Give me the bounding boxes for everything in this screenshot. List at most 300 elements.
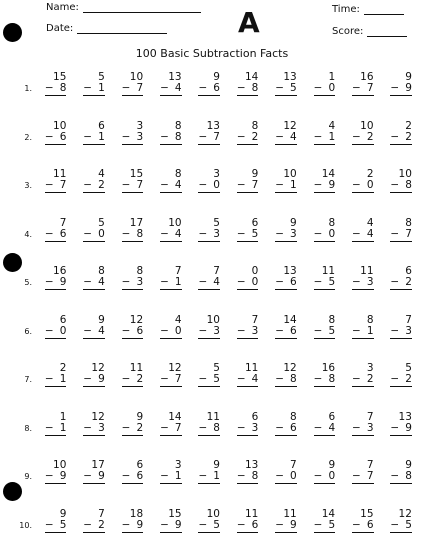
- minuend: 2: [60, 363, 67, 374]
- subtrahend-line: [352, 374, 374, 387]
- subtrahend: 9: [136, 520, 143, 531]
- subtrahend-line: [45, 180, 67, 193]
- minus-sign: −: [237, 423, 246, 434]
- subtrahend: 2: [136, 423, 143, 434]
- minus-sign: −: [352, 83, 361, 94]
- subtrahend: 1: [328, 132, 335, 143]
- subtrahend: 7: [213, 132, 220, 143]
- subtrahend-line: [198, 471, 220, 484]
- minus-sign: −: [45, 374, 54, 385]
- subtraction-problem: [343, 218, 381, 267]
- subtraction-problem: [382, 460, 420, 509]
- minus-sign: −: [390, 374, 399, 385]
- minus-sign: −: [45, 180, 54, 191]
- subtrahend: 8: [60, 83, 67, 94]
- subtraction-problem: [266, 509, 304, 557]
- minus-sign: −: [83, 83, 92, 94]
- minus-sign: −: [122, 132, 131, 143]
- minus-sign: −: [160, 326, 169, 337]
- subtraction-problem: [228, 509, 266, 557]
- subtraction-problem: [190, 266, 228, 315]
- subtraction-problem: [343, 412, 381, 461]
- subtraction-problem: [36, 412, 74, 461]
- subtrahend: 7: [136, 83, 143, 94]
- subtrahend: 7: [252, 180, 259, 191]
- minuend: 10: [168, 218, 181, 229]
- subtrahend-line: [275, 326, 297, 339]
- subtraction-problem: [113, 363, 151, 412]
- minus-sign: −: [122, 326, 131, 337]
- subtrahend: 5: [252, 229, 259, 240]
- subtraction-problem: [36, 218, 74, 267]
- minuend: 12: [91, 412, 104, 423]
- minuend: 10: [207, 315, 220, 326]
- minuend: 7: [252, 315, 259, 326]
- minus-sign: −: [83, 132, 92, 143]
- minus-sign: −: [83, 374, 92, 385]
- subtrahend: 9: [60, 471, 67, 482]
- minus-sign: −: [314, 423, 323, 434]
- minus-sign: −: [237, 520, 246, 531]
- subtrahend-line: [83, 326, 105, 339]
- minuend: 2: [367, 169, 374, 180]
- minus-sign: −: [122, 471, 131, 482]
- subtraction-problem: [305, 169, 343, 218]
- subtrahend: 3: [405, 326, 412, 337]
- subtrahend: 0: [328, 83, 335, 94]
- minuend: 9: [405, 72, 412, 83]
- subtrahend: 1: [290, 180, 297, 191]
- subtrahend: 1: [367, 326, 374, 337]
- minuend: 2: [405, 121, 412, 132]
- minus-sign: −: [314, 229, 323, 240]
- subtrahend: 0: [98, 229, 105, 240]
- subtrahend: 7: [367, 471, 374, 482]
- minuend: 14: [168, 412, 181, 423]
- minus-sign: −: [160, 180, 169, 191]
- subtraction-problem: [305, 72, 343, 121]
- subtraction-problem: [36, 121, 74, 170]
- subtrahend-line: [237, 520, 259, 533]
- subtrahend: 1: [213, 471, 220, 482]
- minus-sign: −: [160, 374, 169, 385]
- minus-sign: −: [237, 326, 246, 337]
- minuend: 11: [322, 266, 335, 277]
- score-line[interactable]: [367, 25, 407, 37]
- minus-sign: −: [45, 326, 54, 337]
- subtrahend: 4: [252, 374, 259, 385]
- problem-grid: [14, 72, 420, 557]
- subtrahend: 8: [252, 83, 259, 94]
- subtrahend: 9: [405, 83, 412, 94]
- minuend: 11: [130, 363, 143, 374]
- subtrahend-line: [198, 229, 220, 242]
- subtraction-problem: [113, 169, 151, 218]
- minuend: 12: [399, 509, 412, 520]
- subtrahend: 2: [405, 132, 412, 143]
- subtraction-problem: [36, 169, 74, 218]
- minus-sign: −: [237, 471, 246, 482]
- date-line[interactable]: [77, 22, 167, 34]
- subtrahend: 0: [328, 229, 335, 240]
- subtrahend-line: [122, 471, 144, 484]
- subtrahend-line: [275, 520, 297, 533]
- minus-sign: −: [314, 277, 323, 288]
- minuend: 6: [60, 315, 67, 326]
- minus-sign: −: [390, 326, 399, 337]
- subtrahend-line: [160, 180, 182, 193]
- subtraction-problem: [305, 460, 343, 509]
- subtraction-problem: [151, 460, 189, 509]
- subtrahend-line: [390, 277, 412, 290]
- subtraction-problem: [74, 72, 112, 121]
- subtrahend-line: [237, 132, 259, 145]
- subtrahend-line: [122, 83, 144, 96]
- minuend: 3: [175, 460, 182, 471]
- subtrahend: 8: [290, 374, 297, 385]
- subtrahend-line: [275, 132, 297, 145]
- minus-sign: −: [160, 520, 169, 531]
- minus-sign: −: [352, 471, 361, 482]
- subtrahend-line: [275, 471, 297, 484]
- subtrahend-line: [83, 277, 105, 290]
- minuend: 10: [53, 121, 66, 132]
- minuend: 0: [252, 266, 259, 277]
- subtrahend: 3: [213, 326, 220, 337]
- subtraction-problem: [228, 169, 266, 218]
- minus-sign: −: [352, 229, 361, 240]
- minuend: 3: [136, 121, 143, 132]
- subtrahend-line: [314, 326, 336, 339]
- minuend: 13: [168, 72, 181, 83]
- minuend: 4: [175, 315, 182, 326]
- date-field[interactable]: [46, 22, 167, 34]
- time-line[interactable]: [364, 3, 404, 15]
- minuend: 5: [405, 363, 412, 374]
- subtrahend: 5: [213, 520, 220, 531]
- subtrahend-line: [237, 423, 259, 436]
- subtrahend: 3: [136, 277, 143, 288]
- minus-sign: −: [198, 83, 207, 94]
- subtrahend-line: [160, 83, 182, 96]
- minuend: 10: [130, 72, 143, 83]
- subtrahend: 4: [290, 132, 297, 143]
- date-label: Date:: [46, 23, 73, 34]
- minuend: 1: [328, 72, 335, 83]
- subtrahend-line: [45, 132, 67, 145]
- subtrahend-line: [83, 471, 105, 484]
- minuend: 6: [252, 218, 259, 229]
- problem-row: [14, 169, 420, 218]
- version-letter: A: [238, 6, 261, 39]
- minus-sign: −: [390, 423, 399, 434]
- minus-sign: −: [275, 471, 284, 482]
- subtrahend-line: [314, 374, 336, 387]
- minuend: 8: [328, 315, 335, 326]
- subtrahend-line: [390, 423, 412, 436]
- subtraction-problem: [228, 72, 266, 121]
- subtraction-problem: [113, 412, 151, 461]
- subtrahend: 8: [328, 374, 335, 385]
- minuend: 11: [283, 509, 296, 520]
- time-field[interactable]: [332, 3, 404, 15]
- subtrahend-line: [352, 229, 374, 242]
- minuend: 5: [98, 72, 105, 83]
- name-line[interactable]: [83, 1, 201, 13]
- subtrahend-line: [45, 277, 67, 290]
- subtrahend: 1: [98, 83, 105, 94]
- minuend: 15: [168, 509, 181, 520]
- name-field[interactable]: [46, 1, 201, 13]
- subtraction-problem: [266, 121, 304, 170]
- subtrahend: 6: [136, 471, 143, 482]
- minuend: 6: [98, 121, 105, 132]
- subtrahend-line: [45, 471, 67, 484]
- minus-sign: −: [198, 180, 207, 191]
- subtrahend-line: [122, 180, 144, 193]
- subtrahend: 1: [175, 277, 182, 288]
- subtrahend-line: [198, 277, 220, 290]
- subtrahend: 7: [175, 374, 182, 385]
- subtrahend: 2: [98, 180, 105, 191]
- subtrahend: 7: [367, 83, 374, 94]
- minuend: 7: [405, 315, 412, 326]
- subtraction-problem: [190, 509, 228, 557]
- subtrahend: 0: [328, 471, 335, 482]
- subtrahend: 6: [290, 423, 297, 434]
- minuend: 9: [290, 218, 297, 229]
- subtraction-problem: [113, 266, 151, 315]
- subtrahend: 3: [290, 229, 297, 240]
- subtraction-problem: [36, 266, 74, 315]
- subtrahend: 1: [60, 423, 67, 434]
- minuend: 13: [207, 121, 220, 132]
- subtraction-problem: [151, 412, 189, 461]
- subtrahend: 5: [213, 374, 220, 385]
- subtrahend: 7: [175, 423, 182, 434]
- minuend: 16: [322, 363, 335, 374]
- subtraction-problem: [151, 363, 189, 412]
- minuend: 8: [175, 121, 182, 132]
- subtrahend: 0: [175, 326, 182, 337]
- minuend: 12: [168, 363, 181, 374]
- subtraction-problem: [74, 121, 112, 170]
- problem-row: [14, 509, 420, 557]
- minuend: 8: [367, 315, 374, 326]
- subtraction-problem: [382, 315, 420, 364]
- subtraction-problem: [190, 169, 228, 218]
- minus-sign: −: [352, 180, 361, 191]
- subtrahend-line: [237, 326, 259, 339]
- subtrahend: 4: [367, 229, 374, 240]
- minus-sign: −: [122, 277, 131, 288]
- subtrahend-line: [45, 423, 67, 436]
- subtrahend-line: [160, 132, 182, 145]
- minuend: 7: [367, 460, 374, 471]
- minuend: 12: [283, 121, 296, 132]
- subtraction-problem: [113, 218, 151, 267]
- minuend: 8: [328, 218, 335, 229]
- subtrahend-line: [160, 326, 182, 339]
- subtrahend-line: [314, 229, 336, 242]
- subtrahend: 4: [98, 277, 105, 288]
- subtrahend-line: [198, 423, 220, 436]
- minus-sign: −: [314, 132, 323, 143]
- subtraction-problem: [343, 460, 381, 509]
- minuend: 17: [130, 218, 143, 229]
- minuend: 7: [213, 266, 220, 277]
- subtrahend: 2: [367, 132, 374, 143]
- subtraction-problem: [190, 121, 228, 170]
- minus-sign: −: [160, 132, 169, 143]
- row-number: 10.: [14, 509, 36, 557]
- minuend: 17: [91, 460, 104, 471]
- subtrahend: 8: [405, 471, 412, 482]
- minuend: 15: [360, 509, 373, 520]
- minuend: 15: [53, 72, 66, 83]
- subtrahend-line: [122, 374, 144, 387]
- subtrahend: 3: [136, 132, 143, 143]
- row-number: 9.: [14, 460, 36, 509]
- subtrahend: 1: [60, 374, 67, 385]
- subtrahend-line: [237, 374, 259, 387]
- minuend: 14: [322, 509, 335, 520]
- subtrahend-line: [314, 132, 336, 145]
- minus-sign: −: [198, 326, 207, 337]
- minus-sign: −: [160, 83, 169, 94]
- minus-sign: −: [198, 520, 207, 531]
- minuend: 6: [405, 266, 412, 277]
- subtrahend: 6: [60, 229, 67, 240]
- subtraction-problem: [74, 509, 112, 557]
- minuend: 5: [213, 363, 220, 374]
- subtraction-problem: [382, 509, 420, 557]
- subtrahend-line: [352, 277, 374, 290]
- subtrahend: 6: [290, 277, 297, 288]
- subtraction-problem: [266, 72, 304, 121]
- subtrahend-line: [83, 180, 105, 193]
- subtrahend: 3: [367, 277, 374, 288]
- subtraction-problem: [151, 315, 189, 364]
- minuend: 7: [290, 460, 297, 471]
- subtraction-problem: [382, 412, 420, 461]
- subtraction-problem: [266, 460, 304, 509]
- subtrahend: 5: [290, 83, 297, 94]
- minuend: 11: [245, 509, 258, 520]
- subtrahend-line: [83, 520, 105, 533]
- minus-sign: −: [45, 277, 54, 288]
- minuend: 9: [252, 169, 259, 180]
- subtraction-problem: [74, 460, 112, 509]
- subtrahend-line: [390, 229, 412, 242]
- minus-sign: −: [83, 277, 92, 288]
- subtraction-problem: [36, 509, 74, 557]
- minus-sign: −: [160, 423, 169, 434]
- minus-sign: −: [390, 471, 399, 482]
- subtraction-problem: [36, 460, 74, 509]
- subtrahend: 3: [252, 326, 259, 337]
- minuend: 7: [175, 266, 182, 277]
- subtrahend-line: [83, 83, 105, 96]
- minuend: 11: [245, 363, 258, 374]
- minuend: 9: [136, 412, 143, 423]
- subtrahend: 1: [98, 132, 105, 143]
- subtrahend: 1: [175, 471, 182, 482]
- minus-sign: −: [45, 520, 54, 531]
- subtraction-problem: [151, 121, 189, 170]
- minuend: 6: [328, 412, 335, 423]
- subtraction-problem: [343, 266, 381, 315]
- minus-sign: −: [390, 180, 399, 191]
- minuend: 10: [360, 121, 373, 132]
- minus-sign: −: [352, 277, 361, 288]
- subtraction-problem: [74, 218, 112, 267]
- subtraction-problem: [305, 266, 343, 315]
- minus-sign: −: [198, 374, 207, 385]
- minuend: 10: [53, 460, 66, 471]
- subtrahend-line: [390, 374, 412, 387]
- minus-sign: −: [275, 83, 284, 94]
- subtraction-problem: [190, 72, 228, 121]
- minus-sign: −: [198, 277, 207, 288]
- subtrahend-line: [122, 326, 144, 339]
- subtrahend-line: [45, 326, 67, 339]
- subtrahend: 6: [367, 520, 374, 531]
- subtrahend-line: [237, 180, 259, 193]
- subtraction-problem: [305, 363, 343, 412]
- subtraction-problem: [228, 266, 266, 315]
- subtrahend: 9: [175, 520, 182, 531]
- minus-sign: −: [160, 229, 169, 240]
- minuend: 9: [405, 460, 412, 471]
- subtrahend: 6: [213, 83, 220, 94]
- minuend: 11: [360, 266, 373, 277]
- subtrahend-line: [83, 229, 105, 242]
- subtrahend: 2: [405, 374, 412, 385]
- minus-sign: −: [45, 423, 54, 434]
- minuend: 9: [60, 509, 67, 520]
- minus-sign: −: [122, 180, 131, 191]
- subtrahend: 9: [328, 180, 335, 191]
- minus-sign: −: [390, 132, 399, 143]
- subtrahend: 2: [98, 520, 105, 531]
- subtrahend-line: [275, 277, 297, 290]
- minus-sign: −: [352, 374, 361, 385]
- subtrahend-line: [352, 423, 374, 436]
- subtraction-problem: [36, 315, 74, 364]
- subtraction-problem: [266, 363, 304, 412]
- minus-sign: −: [275, 423, 284, 434]
- name-label: Name:: [46, 2, 79, 13]
- minuend: 16: [53, 266, 66, 277]
- subtraction-problem: [382, 72, 420, 121]
- subtraction-problem: [190, 315, 228, 364]
- minuend: 8: [290, 412, 297, 423]
- subtrahend: 6: [252, 520, 259, 531]
- subtrahend-line: [390, 180, 412, 193]
- row-number: 4.: [14, 218, 36, 267]
- score-field[interactable]: [332, 25, 407, 37]
- subtrahend: 0: [252, 277, 259, 288]
- subtraction-problem: [228, 315, 266, 364]
- subtrahend-line: [352, 326, 374, 339]
- subtraction-problem: [113, 72, 151, 121]
- minuend: 8: [136, 266, 143, 277]
- subtraction-problem: [343, 363, 381, 412]
- subtraction-problem: [36, 363, 74, 412]
- problem-row: [14, 363, 420, 412]
- subtrahend: 0: [213, 180, 220, 191]
